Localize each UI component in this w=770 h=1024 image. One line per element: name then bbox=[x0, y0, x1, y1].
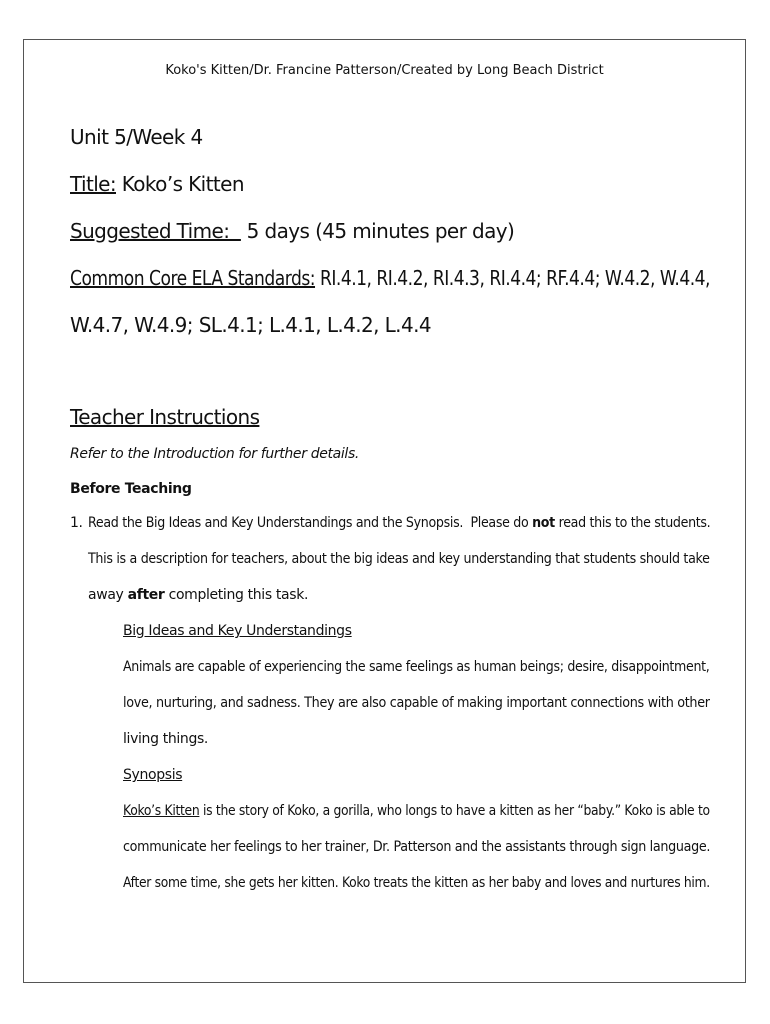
before-teaching-heading: Before Teaching bbox=[70, 481, 192, 497]
item1-line3-text-b: completing this task. bbox=[164, 587, 309, 603]
standards-line-1 bbox=[70, 263, 710, 310]
big-ideas-section bbox=[88, 621, 710, 765]
item1-line-2: This is a description for teachers, about the big ideas and key understanding that students should take bbox=[88, 551, 710, 567]
document-body bbox=[70, 122, 710, 909]
big-ideas-heading bbox=[123, 621, 710, 657]
title-line bbox=[70, 169, 710, 216]
title-value: Koko’s Kitten bbox=[116, 172, 244, 196]
standards-label: Common Core ELA Standards: bbox=[70, 266, 316, 290]
item1-line1-text-b: read this to the students. bbox=[554, 515, 711, 531]
refer-note: Refer to the Introduction for further details. bbox=[70, 446, 359, 462]
teacher-instructions-heading-text: Teacher Instructions bbox=[70, 405, 260, 429]
item1-line1-text-a: Read the Big Ideas and Key Understandings and the Synopsis. Please do bbox=[88, 515, 533, 531]
item-number: 1. bbox=[70, 515, 83, 531]
suggested-time-line bbox=[70, 216, 710, 263]
big-ideas-line-1: Animals are capable of experiencing the same feelings as human beings; desire, disappointment, bbox=[123, 659, 710, 675]
standards-value-1: RI.4.1, RI.4.2, RI.4.3, RI.4.4; RF.4.4; W.4.2, W.4.4, bbox=[315, 266, 710, 290]
suggested-time-label: Suggested Time: bbox=[70, 219, 241, 243]
standards-line-2: W.4.7, W.4.9; SL.4.1; L.4.1, L.4.2, L.4.4 bbox=[70, 313, 431, 337]
synopsis-book-title: Koko’s Kitten bbox=[123, 803, 200, 819]
unit-line: Unit 5/Week 4 bbox=[70, 125, 203, 149]
suggested-time-value: 5 days (45 minutes per day) bbox=[240, 219, 515, 243]
synopsis-line-1 bbox=[123, 801, 710, 837]
item1-line3-bold: after bbox=[127, 587, 165, 603]
section-spacer bbox=[70, 357, 710, 402]
big-ideas-heading-text: Big Ideas and Key Understandings bbox=[123, 623, 352, 639]
big-ideas-line-2: love, nurturing, and sadness. They are also capable of making important connections with other bbox=[123, 695, 710, 711]
big-ideas-line-3: living things. bbox=[123, 731, 209, 747]
synopsis-line-2: communicate her feelings to her trainer, Dr. Patterson and the assistants through sign language. bbox=[123, 839, 711, 855]
synopsis-heading bbox=[123, 765, 710, 801]
item1-line3-text-a: away bbox=[88, 587, 128, 603]
synopsis-section bbox=[88, 765, 710, 909]
item1-line-3 bbox=[88, 585, 710, 621]
title-label: Title: bbox=[70, 172, 116, 196]
item1-line-1 bbox=[88, 513, 711, 549]
synopsis-heading-text: Synopsis bbox=[123, 767, 183, 783]
teacher-instructions-heading bbox=[70, 402, 710, 444]
synopsis-line-3: After some time, she gets her kitten. Koko treats the kitten as her baby and loves and nurtures him. bbox=[123, 875, 710, 891]
document-page bbox=[23, 39, 746, 983]
synopsis-line1-rest: is the story of Koko, a gorilla, who longs to have a kitten as her “baby.” Koko is able to bbox=[199, 803, 710, 819]
item1-line1-bold: not bbox=[532, 515, 555, 531]
page-header: Koko's Kitten/Dr. Francine Patterson/Created by Long Beach District bbox=[165, 63, 604, 78]
instruction-item-1 bbox=[70, 513, 710, 909]
